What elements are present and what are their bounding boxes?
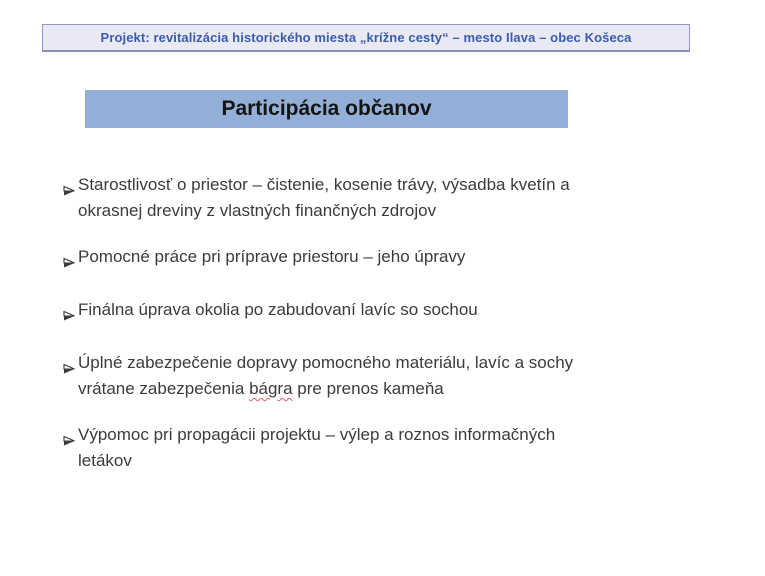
slide-title: Participácia občanov: [221, 97, 432, 120]
list-item: [63, 297, 585, 330]
list-item: [63, 244, 585, 277]
list-item-text: Výpomoc pri propagácii projektu – výlep a roznos informačných letákov: [78, 425, 556, 470]
list-item-text-post: pre prenos kameňa: [292, 379, 444, 398]
list-item: [63, 422, 585, 474]
list-item-text: Starostlivosť o priestor – čistenie, kosenie trávy, výsadba kvetín a okrasnej dreviny z vlastných finančných zdrojov: [78, 175, 570, 220]
arrowhead-bullet-icon: [63, 304, 78, 330]
list-item: [63, 350, 585, 402]
list-item: [63, 172, 585, 224]
project-header-banner: [42, 24, 690, 52]
arrowhead-bullet-icon: [63, 357, 78, 383]
list-item-text: Pomocné práce pri príprave priestoru – jeho úpravy: [78, 247, 466, 266]
arrowhead-bullet-icon: [63, 179, 78, 205]
list-item-text: Finálna úprava okolia po zabudovaní lavíc so sochou: [78, 300, 478, 319]
list-item-text: [78, 350, 583, 402]
list-item-text-pre: Úplné zabezpečenie dopravy pomocného materiálu, lavíc a sochy vrátane zabezpečenia: [78, 353, 574, 398]
misspelled-word: bágra: [249, 379, 293, 398]
project-header-text: Projekt: revitalizácia historického miesta „krížne cesty“ – mesto Ilava – obec Košeca: [100, 30, 632, 45]
arrowhead-bullet-icon: [63, 429, 78, 455]
arrowhead-bullet-icon: [63, 251, 78, 277]
slide-title-bar: [85, 90, 568, 128]
bullet-list: [63, 172, 585, 494]
